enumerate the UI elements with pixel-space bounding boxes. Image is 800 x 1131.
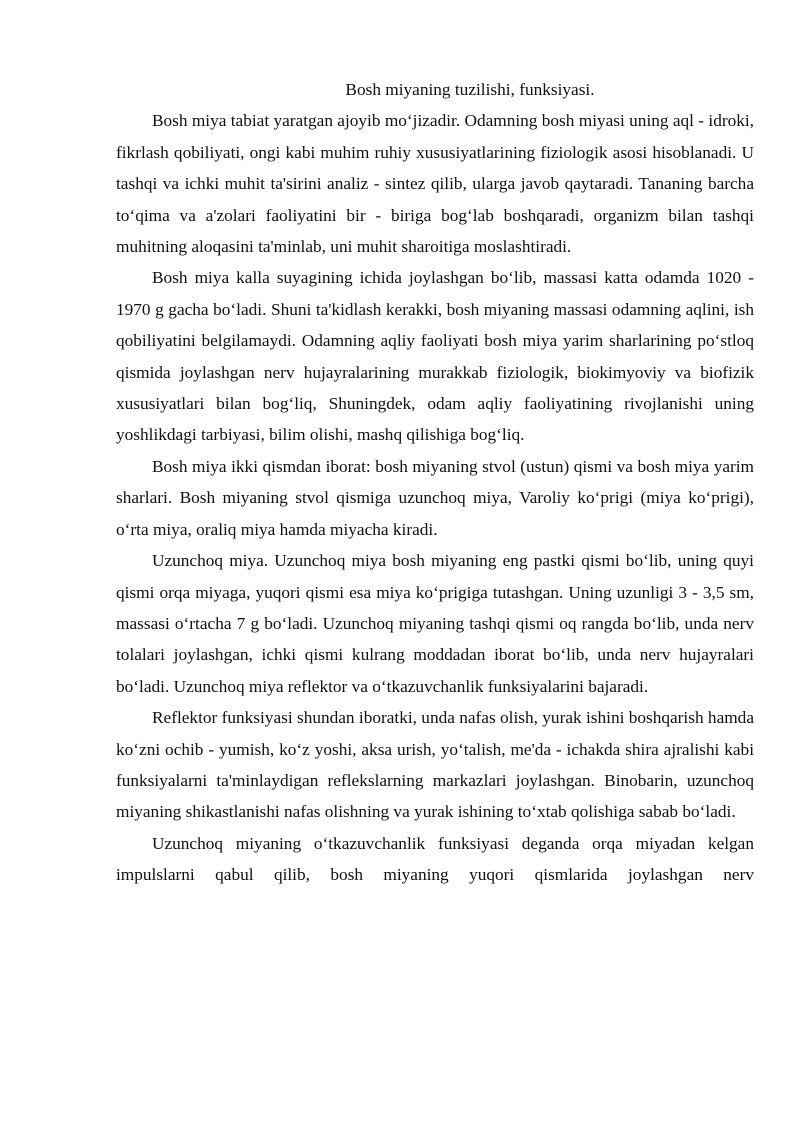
paragraph-3: Bosh miya ikki qismdan iborat: bosh miyaning stvol (ustun) qismi va bosh miya yarim sharlari. Bosh miyaning stvol qismiga uzunchoq miya, Varoliy ko‘prigi (miya ko‘prigi), o‘rta miya, oraliq miya hamda miyacha kiradi. [116,456,754,539]
paragraph-4: Uzunchoq miya. Uzunchoq miya bosh miyaning eng pastki qismi bo‘lib, uning quyi qismi orqa miyaga, yuqori qismi esa miya ko‘prigiga tutashgan. Uning uzunligi 3 - 3,5 sm, massasi o‘rtacha 7 g bo‘ladi. Uzunchoq miyaning tashqi qismi oq rangda bo‘lib, unda nerv tolalari joylashgan, ichki qismi kulrang moddadan iborat bo‘lib, unda nerv hujayralari bo‘ladi. Uzunchoq miya reflektor va o‘tkazuvchanlik funksiyalarini bajaradi. [116,551,754,696]
document-body [116,74,754,891]
page-title: Bosh miyaning tuzilishi, funksiyasi. [345,80,595,99]
paragraph-1: Bosh miya tabiat yaratgan ajoyib mo‘jizadir. Odamning bosh miyasi uning aql - idroki, fikrlash qobiliyati, ongi kabi muhim ruhiy xususiyatlarining fiziologik asosi hisoblanadi. U tashqi va ichki muhit ta'sirini analiz - sintez qilib, ularga javob qaytaradi. Tananing barcha to‘qima va a'zolari faoliyatini bir - biriga bog‘lab boshqaradi, organizm bilan tashqi muhitning aloqasini ta'minlab, uni muhit sharoitiga moslashtiradi. [116,111,754,257]
paragraph-6: Uzunchoq miyaning o‘tkazuvchanlik funksiyasi deganda orqa miyadan kelgan impulslarni qabul qilib, bosh miyaning yuqori qismlarida joylashgan nerv [116,833,754,885]
paragraph-5: Reflektor funksiyasi shundan iboratki, unda nafas olish, yurak ishini boshqarish hamda ko‘zni ochib - yumish, ko‘z yoshi, aksa urish, yo‘talish, me'da - ichakda shira ajralishi kabi funksiyalarni ta'minlaydigan reflekslarning markazlari joylashgan. Binobarin, uzunchoq miyaning shikastlanishi nafas olishning va yurak ishining to‘xtab qolishiga sabab bo‘ladi. [116,708,754,822]
paragraph-2: Bosh miya kalla suyagining ichida joylashgan bo‘lib, massasi katta odamda 1020 - 1970 g gacha bo‘ladi. Shuni ta'kidlash kerakki, bosh miyaning massasi odamning aqlini, ish qobiliyatini belgilamaydi. Odamning aqliy faoliyati bosh miya yarim sharlarining po‘stloq qismida joylashgan nerv hujayralarining murakkab fiziologik, biokimyoviy va biofizik xususiyatlari bilan bog‘liq, Shuningdek, odam aqliy faoliyatining rivojlanishi uning yoshlikdagi tarbiyasi, bilim olishi, mashq qilishiga bog‘liq. [116,268,754,445]
